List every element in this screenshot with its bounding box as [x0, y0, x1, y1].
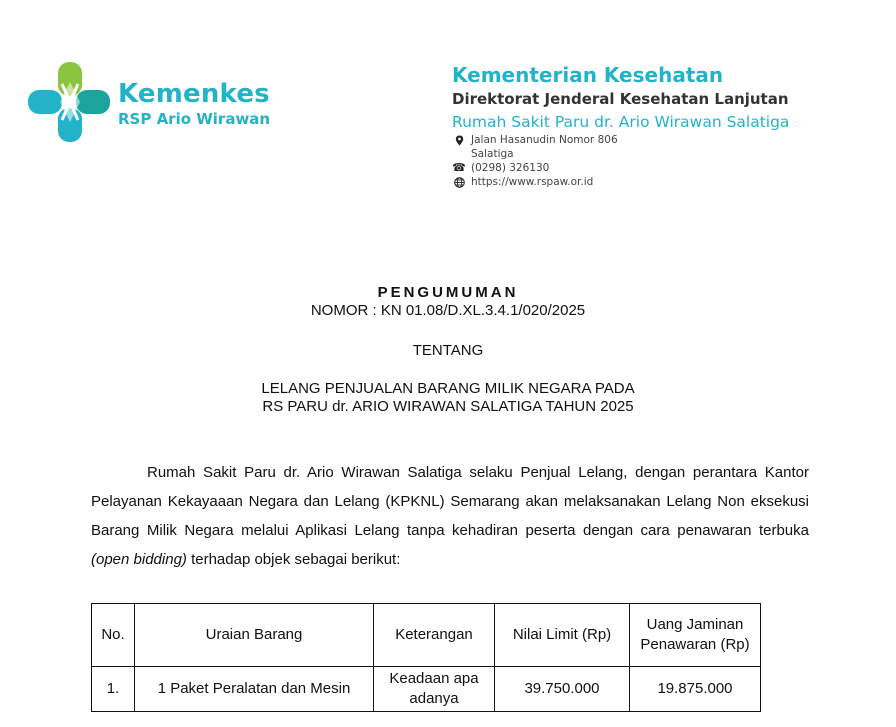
- document-number: NOMOR : KN 01.08/D.XL.3.4.1/020/2025: [310, 302, 586, 319]
- auction-items-table: [91, 603, 761, 712]
- paragraph-italic: (open bidding): [91, 551, 187, 568]
- subject-line-2: RS PARU dr. ARIO WIRAWAN SALATIGA TAHUN 2025: [262, 398, 634, 415]
- location-pin-icon: [452, 134, 466, 146]
- announcement-paragraph: [91, 458, 809, 574]
- document-heading: PENGUMUMAN: [377, 284, 519, 301]
- subject-line-1: LELANG PENJUALAN BARANG MILIK NEGARA PADA: [261, 380, 635, 397]
- document-about: TENTANG: [412, 342, 484, 359]
- phone-line: [452, 161, 789, 175]
- logo-title: Kemenkes: [118, 79, 270, 109]
- city-line: Salatiga: [471, 148, 514, 160]
- website-text[interactable]: https://www.rspaw.or.id: [471, 176, 594, 188]
- address-text: Jalan Hasanudin Nomor 806: [471, 134, 618, 146]
- paragraph-text-2: terhadap objek sebagai berikut:: [186, 551, 401, 568]
- column-header: Nilai Limit (Rp): [495, 604, 630, 667]
- paragraph-text-1: Rumah Sakit Paru dr. Ario Wirawan Salatiga selaku Penjual Lelang, dengan perantara Kantor Pelayanan Kekayaaan Negara dan Lelang (KPKNL) Semarang akan melaksanakan Lelang Non eksekusi Barang Milik Negara melalui Aplikasi Lelang tanpa kehadiran peserta dengan cara penawaran terbuka: [91, 464, 809, 539]
- column-header: Keterangan: [374, 604, 495, 667]
- table-cell: Keadaan apa adanya: [374, 667, 495, 712]
- table-header-row: [92, 604, 761, 667]
- phone-text: (0298) 326130: [471, 162, 550, 174]
- table-cell: 1.: [92, 667, 135, 712]
- table-cell: 19.875.000: [630, 667, 761, 712]
- org-hospital: Rumah Sakit Paru dr. Ario Wirawan Salatiga: [452, 113, 790, 131]
- org-directorate: Direktorat Jenderal Kesehatan Lanjutan: [452, 90, 789, 108]
- table-row: [92, 667, 761, 712]
- column-header: Uraian Barang: [135, 604, 374, 667]
- phone-icon: ☎: [452, 161, 466, 174]
- logo-subtitle: RSP Ario Wirawan: [118, 110, 271, 128]
- address-line: [452, 133, 789, 147]
- table-cell: 1 Paket Peralatan dan Mesin: [135, 667, 374, 712]
- website-line: [452, 175, 789, 189]
- globe-icon: [452, 176, 466, 188]
- column-header: Uang Jaminan Penawaran (Rp): [630, 604, 761, 667]
- table-cell: 39.750.000: [495, 667, 630, 712]
- organization-header: [452, 62, 789, 189]
- org-title: Kementerian Kesehatan: [452, 63, 724, 87]
- column-header: No.: [92, 604, 135, 667]
- logo-text: [118, 80, 270, 128]
- kemenkes-logo: [28, 60, 110, 144]
